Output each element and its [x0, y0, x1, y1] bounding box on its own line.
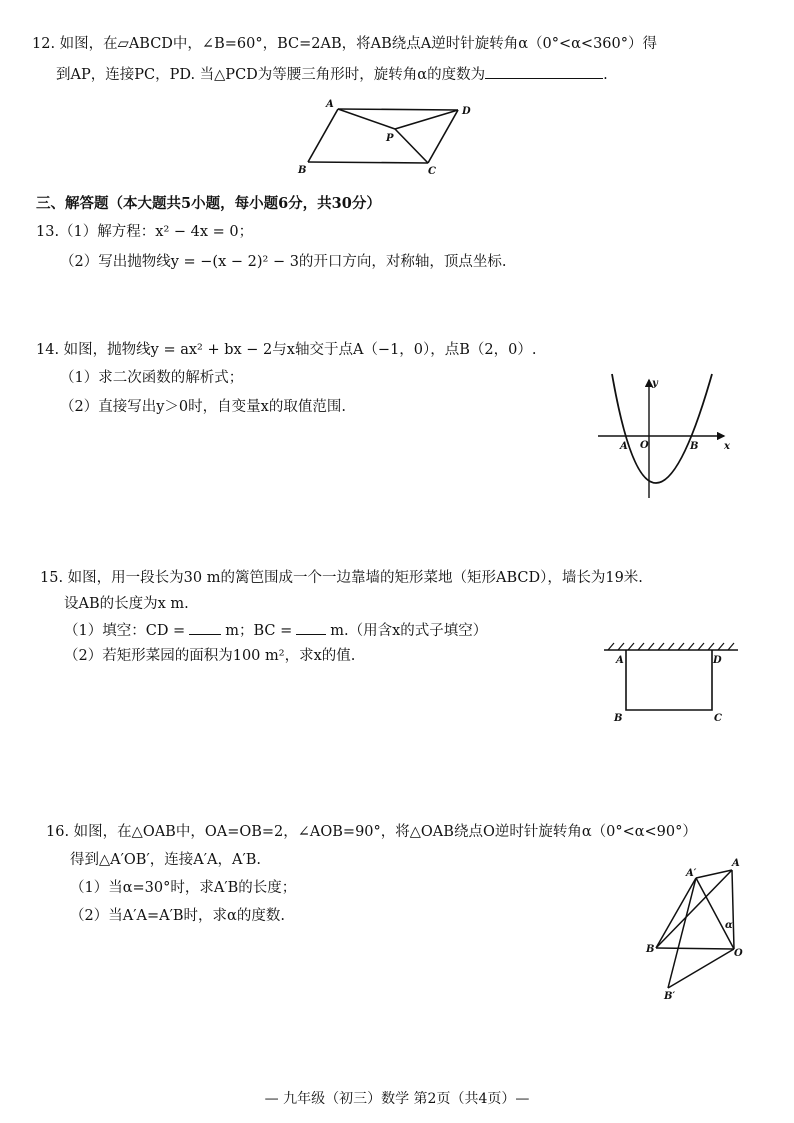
q16-segment-a1o — [696, 878, 734, 949]
section3-heading: 三、解答题（本大题共5小题，每小题6分，共30分） — [36, 195, 381, 212]
q16-part2: （2）当A′A=A′B时，求α的度数. — [70, 908, 285, 924]
q14-label-o: O — [640, 440, 649, 451]
q12-side-bc — [308, 162, 428, 163]
q14-label-a: A — [620, 441, 628, 452]
q15-cd-blank — [189, 620, 221, 635]
q14-parabola — [612, 374, 712, 483]
q16-segment-a1b1 — [668, 878, 696, 988]
q14-label-x: x — [724, 441, 730, 452]
q12-side-ad — [338, 109, 458, 110]
q15-figure — [600, 640, 740, 734]
q15-fence-rectangle — [626, 650, 712, 710]
q15-label-a: A — [616, 655, 624, 666]
q14-stem: 14. 如图，抛物线y = ax² + bx − 2与x轴交于点A（−1，0），点B（2，0）. — [36, 342, 537, 358]
q16-segment-oa — [732, 870, 734, 949]
q16-segment-b1o — [668, 949, 734, 988]
q16-part1: （1）当α=30°时，求A′B的长度； — [70, 880, 297, 896]
q12-answer-blank — [485, 64, 603, 79]
q15-bc-blank — [296, 620, 326, 635]
q12-line2-text: 到AP，连接PC，PD. 当△PCD为等腰三角形时，旋转角α的度数为 — [56, 67, 486, 83]
q12-label-p: P — [386, 133, 394, 144]
q16-label-b: B — [646, 944, 655, 955]
q15-stem1: 15. 如图，用一段长为30 m的篱笆围成一个一边靠墙的矩形菜地（矩形ABCD），墙长为19米. — [40, 570, 643, 586]
q16-stem1: 16. 如图，在△OAB中，OA=OB=2，∠AOB=90°，将△OAB绕点O逆时针旋转角α（0°<α<90°） — [46, 824, 697, 840]
q16-segment-a1a — [696, 870, 732, 878]
q16-segment-bo — [656, 948, 734, 949]
q12-figure — [290, 96, 480, 182]
q15-part1 — [64, 620, 487, 641]
q16-label-a-prime: A′ — [686, 868, 697, 879]
q15-part1-b: m；BC = — [225, 623, 293, 639]
q16-stem2: 得到△A′OB′，连接A′A，A′B. — [70, 852, 262, 868]
q15-label-c: C — [714, 713, 722, 724]
q12-label-d: D — [462, 106, 471, 117]
q12-line2-end: . — [603, 67, 608, 83]
q13-part1: 13.（1）解方程：x² − 4x = 0； — [36, 224, 254, 240]
q15-part1-c: m.（用含x的式子填空） — [330, 623, 488, 639]
q12-line1: 12. 如图，在▱ABCD中，∠B=60°，BC=2AB，将AB绕点A逆时针旋转角α（0°<α<360°）得 — [32, 36, 657, 52]
page-footer: — 九年级（初三）数学 第2页（共4页）— — [264, 1091, 530, 1107]
q14-part2: （2）直接写出y＞0时，自变量x的取值范围. — [60, 399, 346, 415]
q14-label-y: y — [652, 378, 658, 389]
q12-side-ab — [308, 109, 338, 162]
q15-label-b: B — [614, 713, 623, 724]
q12-label-c: C — [428, 166, 436, 177]
q15-label-d: D — [713, 655, 722, 666]
q12-segment-pc — [395, 129, 428, 163]
q16-label-o: O — [734, 948, 743, 959]
q16-label-alpha: α — [725, 920, 733, 931]
q16-label-a: A — [732, 858, 740, 869]
q15-part2: （2）若矩形菜园的面积为100 m²，求x的值. — [64, 648, 356, 664]
q14-label-b: B — [690, 441, 699, 452]
q14-part1: （1）求二次函数的解析式； — [60, 370, 244, 386]
q14-figure — [594, 370, 734, 509]
q15-part1-a: （1）填空：CD = — [64, 623, 186, 639]
q15-wall-hatching — [608, 643, 734, 650]
q16-figure — [640, 852, 750, 1006]
q12-label-b: B — [298, 165, 307, 176]
q12-label-a: A — [326, 99, 334, 110]
q13-part2: （2）写出抛物线y = −(x − 2)² − 3的开口方向，对称轴，顶点坐标. — [60, 254, 507, 270]
q12-line2 — [56, 64, 608, 85]
q16-label-b-prime: B′ — [664, 991, 676, 1002]
q15-stem2: 设AB的长度为x m. — [64, 596, 189, 612]
q12-segment-ap — [338, 109, 395, 129]
